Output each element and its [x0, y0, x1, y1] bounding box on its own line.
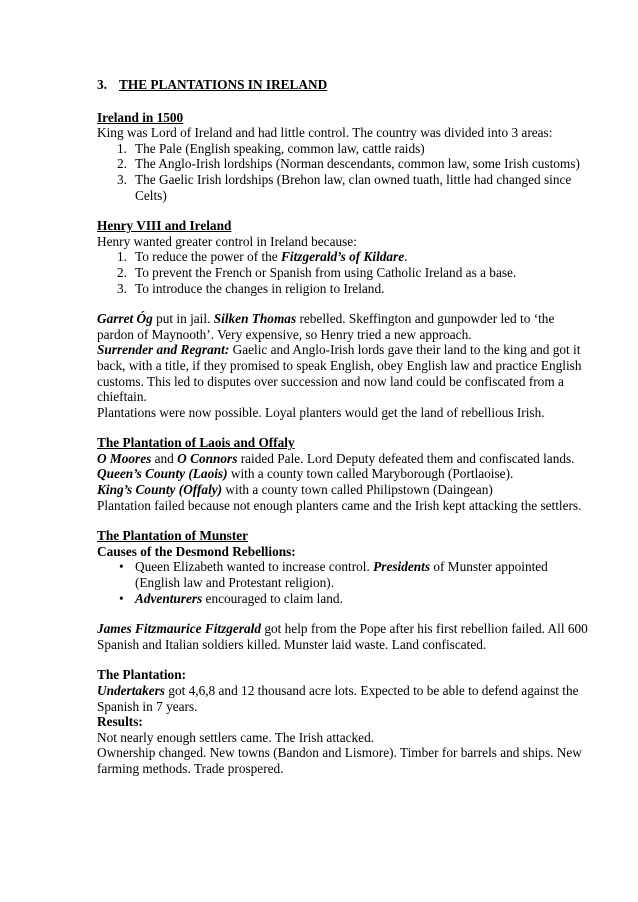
paragraph: Plantations were now possible. Loyal planters would get the land of rebellious Irish. [97, 404, 545, 420]
list-item: 3. The Gaelic Irish lordships (Brehon law, clan owned tuath, little had changed since Celts) [117, 171, 572, 203]
list-item: 3. To introduce the changes in religion to Ireland. [117, 280, 385, 296]
title-text: THE PLANTATIONS IN IRELAND [119, 77, 328, 92]
emphasis: Undertakers [97, 683, 165, 698]
paragraph: Queen’s County (Laois) with a county town called Maryborough (Portlaoise). [97, 466, 514, 482]
subheading: The Plantation: [97, 667, 187, 683]
section-heading: The Plantation of Munster [97, 528, 249, 544]
section-ireland-1500 [97, 110, 589, 204]
list-item: 1. To reduce the power of the Fitzgerald’s of Kildare. [117, 249, 408, 265]
bullet-icon: • [119, 559, 124, 575]
emphasis: Fitzgerald’s of Kildare [281, 249, 405, 265]
document-title [97, 77, 589, 93]
emphasis: Surrender and Regrant: [97, 342, 230, 358]
section-intro: Henry wanted greater control in Ireland because: [97, 233, 357, 249]
emphasis: Queen’s County (Laois) [97, 466, 228, 482]
document-content [97, 77, 589, 777]
paragraph: James Fitzmaurice Fitzgerald got help from the Pope after his first rebellion failed. All 600 Spanish and Italian soldiers killed. Munster laid waste. Land confiscated. [97, 621, 588, 652]
list-item: 2. To prevent the French or Spanish from using Catholic Ireland as a base. [117, 264, 517, 280]
subheading: Results: [97, 714, 143, 730]
paragraph: Undertakers got 4,6,8 and 12 thousand acre lots. Expected to be able to defend against the Spanish in 7 years. [97, 683, 579, 714]
list-item: • Queen Elizabeth wanted to increase control. Presidents of Munster appointed (English law and Protestant religion). [119, 559, 548, 591]
section-munster [97, 528, 589, 776]
paragraph: Surrender and Regrant: Gaelic and Anglo-Irish lords gave their land to the king and got it back, with a title, if they promised to speak English, obey English law and practice English customs. This led to disputes over succession and now land could be confiscated from a chieftain. [97, 342, 582, 405]
paragraph: Plantation failed because not enough planters came and the Irish kept attacking the settlers. [97, 497, 582, 513]
paragraph: Not nearly enough settlers came. The Irish attacked. [97, 729, 375, 745]
section-heading: Henry VIII and Ireland [97, 218, 232, 234]
emphasis: O Moores [97, 450, 152, 466]
emphasis: James Fitzmaurice Fitzgerald [97, 621, 262, 637]
paragraph: Garret Óg put in jail. Silken Thomas rebelled. Skeffington and gunpowder led to ‘the pardon of Maynooth’. Very expensive, so Henry tried a new approach. [97, 311, 555, 342]
areas-list [97, 141, 589, 203]
section-heading: Ireland in 1500 [97, 109, 184, 125]
emphasis: Presidents [373, 559, 431, 575]
emphasis: King’s County (Offaly) [97, 482, 223, 498]
paragraph: King’s County (Offaly) with a county town called Philipstown (Daingean) [97, 482, 493, 498]
list-item: 2. The Anglo-Irish lordships (Norman descendants, common law, some Irish customs) [117, 156, 580, 172]
section-henry-viii [97, 218, 589, 420]
paragraph: O Moores and O Connors raided Pale. Lord Deputy defeated them and confiscated lands. [97, 450, 575, 466]
emphasis: Garret Óg [97, 311, 153, 327]
list-item: • Adventurers encouraged to claim land. [119, 590, 343, 606]
causes-list [97, 559, 589, 606]
list-item: 1. The Pale (English speaking, common law, cattle raids) [117, 140, 425, 156]
emphasis: Adventurers [135, 590, 203, 606]
section-laois-offaly [97, 435, 589, 513]
section-intro: King was Lord of Ireland and had little control. The country was divided into 3 areas: [97, 125, 553, 141]
emphasis: Silken Thomas [213, 311, 297, 327]
section-heading: The Plantation of Laois and Offaly [97, 435, 295, 451]
title-number: 3. [97, 77, 107, 92]
paragraph: Ownership changed. New towns (Bandon and Lismore). Timber for barrels and ships. New farming methods. Trade prospered. [97, 745, 582, 776]
bullet-icon: • [119, 590, 124, 606]
subheading: Causes of the Desmond Rebellions: [97, 543, 296, 559]
reasons-list [97, 249, 589, 296]
emphasis: O Connors [177, 450, 238, 466]
